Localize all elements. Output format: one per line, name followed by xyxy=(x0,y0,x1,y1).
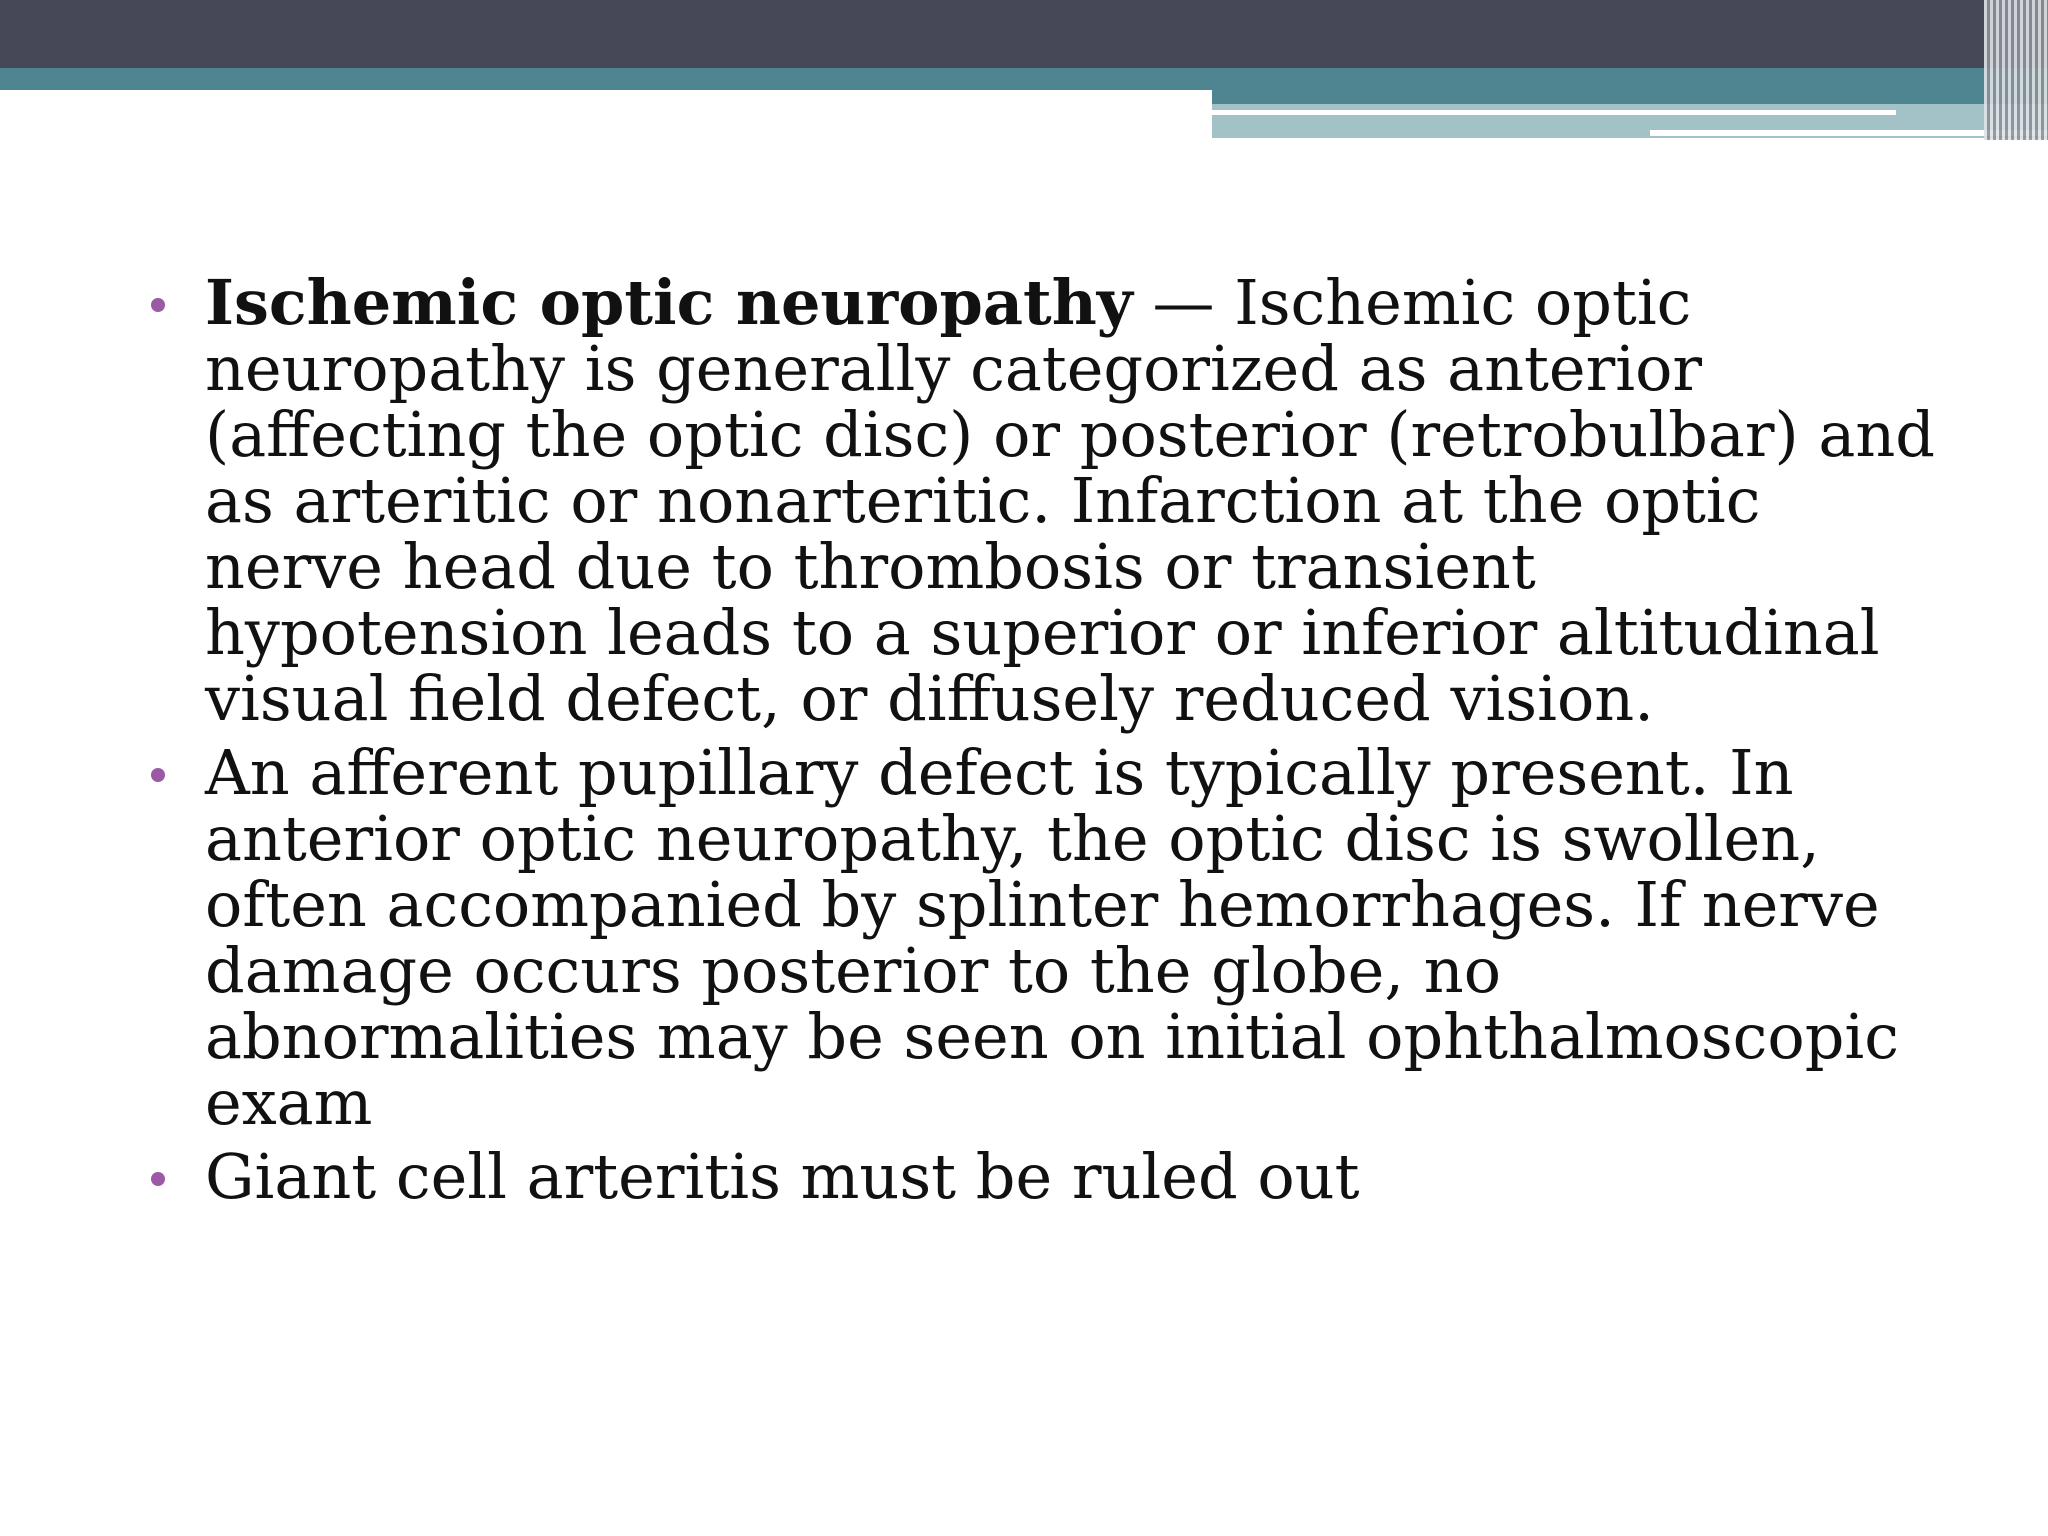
header-teal-band xyxy=(0,68,2048,90)
bullet-dot-icon xyxy=(151,298,165,312)
bullet-text: Giant cell arteritis must be ruled out xyxy=(205,1140,1360,1213)
header-white-line xyxy=(1212,110,1896,115)
bullet-text: — Ischemic optic neuropathy is generally categorized as anterior (affecting the optic disc) or posterior (retrobulbar) and as arteritic or nonarteritic. Infarction at the optic nerve head due to thrombosis or transient hypotension leads to a superior or inferior altitudinal visual field defect, or diffusely reduced vision. xyxy=(205,266,1935,735)
header-vertical-bars xyxy=(1984,0,2048,140)
bullet-term: Ischemic optic neuropathy xyxy=(205,266,1133,339)
bullet-text: An afferent pupillary defect is typically present. In anterior optic neuropathy, the optic disc is swollen, often accompanied by splinter hemorrhages. If nerve damage occurs posterior to the globe, no abnormalities may be seen on initial ophthalmoscopic exam xyxy=(205,736,1899,1139)
bullet-list xyxy=(145,266,1935,1213)
bullet-item xyxy=(145,1140,1935,1213)
bullet-dot-icon xyxy=(151,1172,165,1186)
header-dark-band xyxy=(0,0,2048,68)
bullet-dot-icon xyxy=(151,768,165,782)
header-teal-step xyxy=(1212,90,2048,104)
header-decoration xyxy=(0,0,2048,140)
bullet-item xyxy=(145,736,1935,1139)
slide-content xyxy=(145,266,1935,1218)
bullet-item xyxy=(145,266,1935,735)
